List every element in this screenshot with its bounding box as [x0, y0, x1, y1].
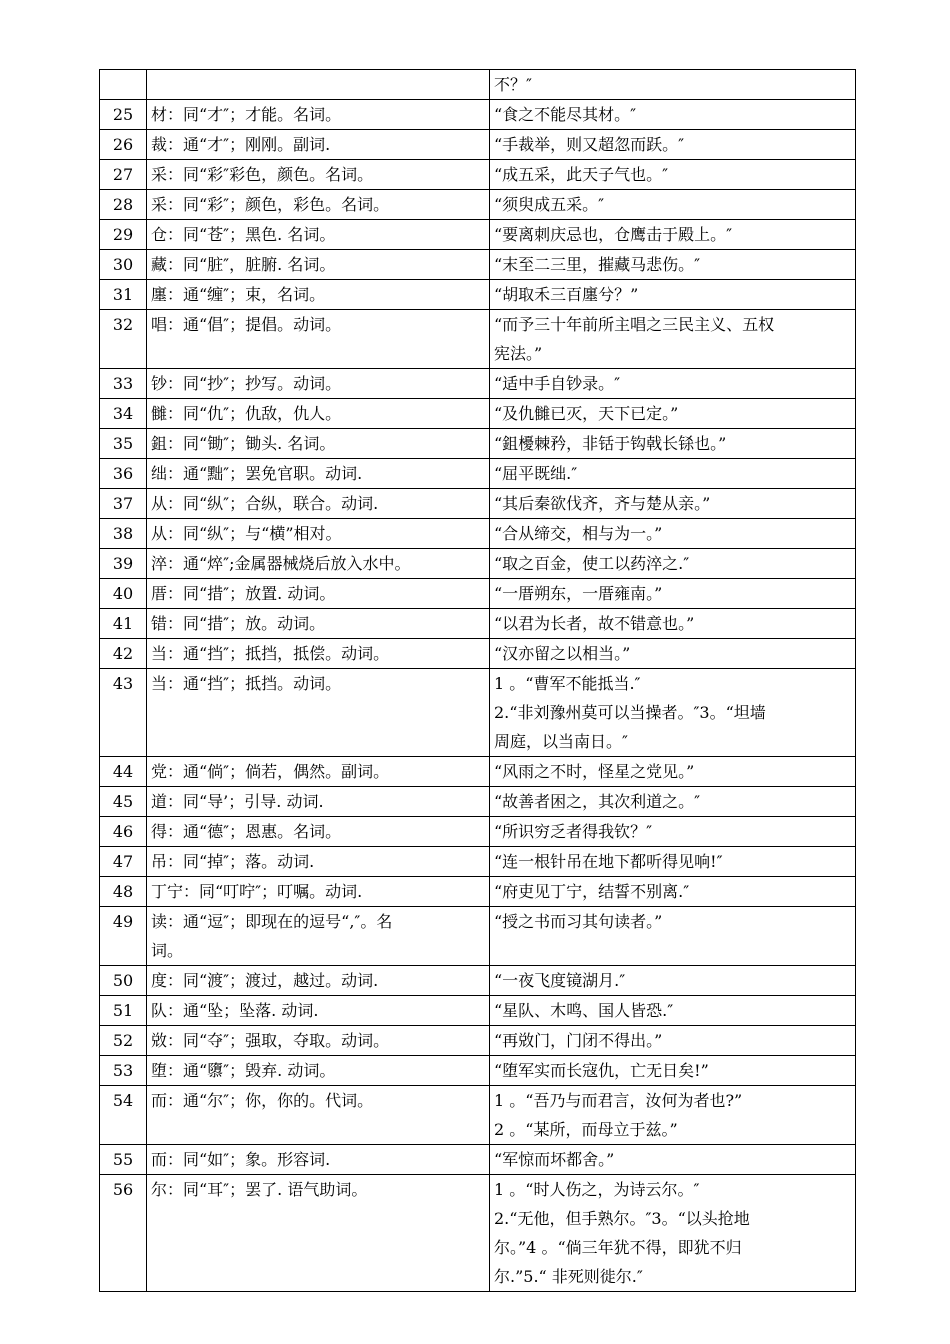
example-cell: [490, 1056, 856, 1086]
definition-cell: [147, 966, 490, 996]
definition-cell: [147, 549, 490, 579]
example-cell: [490, 787, 856, 817]
definition-line: 鉏：同“锄″；锄头. 名词。: [151, 434, 336, 453]
definition-cell: [147, 220, 490, 250]
definition-cell: [147, 1145, 490, 1175]
definition-line: 队：通“坠；坠落. 动词.: [151, 1001, 319, 1020]
definition-cell: [147, 160, 490, 190]
table-row: [100, 1145, 856, 1175]
row-number: 41: [100, 609, 147, 639]
row-number: 37: [100, 489, 147, 519]
definition-line: 吊：同“掉″；落。动词.: [151, 852, 315, 871]
definition-line: 钞：同“抄″；抄写。动词。: [151, 374, 342, 393]
definition-cell: [147, 369, 490, 399]
definition-line: 厝：同“措″；放置. 动词。: [151, 584, 336, 603]
definition-cell: [147, 847, 490, 877]
example-line: “取之百金，使工以药淬之.″: [494, 554, 690, 573]
row-number: 50: [100, 966, 147, 996]
definition-line: 道：同“导’；引导. 动词.: [151, 792, 324, 811]
example-cell: [490, 549, 856, 579]
table-row: [100, 877, 856, 907]
table-body: [100, 70, 856, 1292]
definition-cell: [147, 579, 490, 609]
example-cell: [490, 757, 856, 787]
example-cell: [490, 100, 856, 130]
example-line: 宪法。”: [494, 344, 543, 363]
example-line: 1 。“吾乃与而君言，汝何为者也?”: [494, 1091, 743, 1110]
example-line: “所识穷乏者得我钦？″: [494, 822, 653, 841]
row-number: 54: [100, 1086, 147, 1145]
table-row: [100, 787, 856, 817]
definition-cell: [147, 519, 490, 549]
table-row: [100, 757, 856, 787]
example-line: “适中手自钞录。″: [494, 374, 621, 393]
definition-line: 从：同“纵″；与“横”相对。: [151, 524, 342, 543]
example-line: 尔。”4 。“倘三年犹不得，即犹不归: [494, 1238, 742, 1257]
example-cell: [490, 639, 856, 669]
table-row: [100, 130, 856, 160]
table-row: [100, 220, 856, 250]
definition-cell: [147, 70, 490, 100]
example-cell: [490, 1145, 856, 1175]
example-line: “屈平既绌.″: [494, 464, 578, 483]
row-number: 55: [100, 1145, 147, 1175]
definition-line: 得：通“德″；恩惠。名词。: [151, 822, 342, 841]
table-row: [100, 1086, 856, 1145]
definition-line: 淬：通“焠″;金属器械烧后放入水中。: [151, 554, 411, 573]
example-line: “成五采，此天子气也。″: [494, 165, 669, 184]
table-row: [100, 369, 856, 399]
table-row: [100, 817, 856, 847]
definition-cell: [147, 757, 490, 787]
row-number: 51: [100, 996, 147, 1026]
example-line: “连一根针吊在地下都听得见响!″: [494, 852, 723, 871]
example-line: “须臾成五采。″: [494, 195, 605, 214]
example-line: “星队、木鸣、国人皆恐.″: [494, 1001, 674, 1020]
definition-line: 采：同“彩″；颜色，彩色。名词。: [151, 195, 390, 214]
example-line: “末至二三里，摧藏马悲伤。″: [494, 255, 701, 274]
row-number: 38: [100, 519, 147, 549]
table-row: [100, 669, 856, 757]
definition-cell: [147, 399, 490, 429]
definition-cell: [147, 817, 490, 847]
definition-cell: [147, 1175, 490, 1292]
definition-cell: [147, 459, 490, 489]
row-number: [100, 70, 147, 100]
definition-cell: [147, 190, 490, 220]
example-line: “汉亦留之以相当。”: [494, 644, 631, 663]
example-line: 2.“无他，但手熟尔。″3。“以头抢地: [494, 1209, 750, 1228]
example-cell: [490, 160, 856, 190]
row-number: 46: [100, 817, 147, 847]
row-number: 52: [100, 1026, 147, 1056]
example-cell: [490, 817, 856, 847]
table-row: [100, 1175, 856, 1292]
definition-cell: [147, 1026, 490, 1056]
row-number: 36: [100, 459, 147, 489]
definition-line: [151, 70, 485, 99]
table-row: [100, 639, 856, 669]
definition-line: 而：同“如″；象。形容词.: [151, 1150, 331, 1169]
definition-cell: [147, 250, 490, 280]
table-row: [100, 609, 856, 639]
row-number: 31: [100, 280, 147, 310]
example-cell: [490, 190, 856, 220]
example-line: 不？″: [494, 75, 532, 94]
row-number: 25: [100, 100, 147, 130]
example-line: “风雨之不时，怪星之党见。”: [494, 762, 695, 781]
definition-line: 裁：通“才″；刚刚。副词.: [151, 135, 331, 154]
row-number: 53: [100, 1056, 147, 1086]
row-number: 43: [100, 669, 147, 757]
example-line: “要离刺庆忌也，仓鹰击于殿上。″: [494, 225, 733, 244]
example-line: 1 。“曹军不能抵当.″: [494, 674, 641, 693]
definition-line: 丁宁：同“叮咛″；叮嘱。动词.: [151, 882, 363, 901]
definition-line: 而：通“尔″；你，你的。代词。: [151, 1091, 374, 1110]
example-cell: [490, 459, 856, 489]
example-cell: [490, 310, 856, 369]
row-number: 40: [100, 579, 147, 609]
example-cell: [490, 1086, 856, 1145]
example-cell: [490, 609, 856, 639]
example-line: “及仇雠已灭，天下已定。”: [494, 404, 679, 423]
definition-line: 度：同“渡″；渡过，越过。动词.: [151, 971, 379, 990]
example-cell: [490, 280, 856, 310]
definition-line: 敚：同“夺″；强取，夺取。动词。: [151, 1031, 390, 1050]
example-cell: [490, 877, 856, 907]
row-number: 29: [100, 220, 147, 250]
definition-cell: [147, 996, 490, 1026]
table-row: [100, 399, 856, 429]
example-line: 2 。“某所，而母立于兹。”: [494, 1120, 678, 1139]
example-line: “军惊而坏都舍。”: [494, 1150, 615, 1169]
table-row: [100, 489, 856, 519]
row-number: 44: [100, 757, 147, 787]
table-row: [100, 459, 856, 489]
definition-line: 采：同“彩″彩色，颜色。名词。: [151, 165, 374, 184]
example-line: “故善者困之，其次利道之。″: [494, 792, 701, 811]
example-cell: [490, 369, 856, 399]
example-cell: [490, 70, 856, 100]
definition-cell: [147, 669, 490, 757]
example-line: “手裁举，则又超忽而跃。″: [494, 135, 685, 154]
definition-line: 唱：通“倡″；提倡。动词。: [151, 315, 342, 334]
example-line: “以君为长者，故不错意也。”: [494, 614, 695, 633]
example-cell: [490, 847, 856, 877]
table-row: [100, 966, 856, 996]
row-number: 33: [100, 369, 147, 399]
definition-line: 仓：同“苍″；黑色. 名词。: [151, 225, 336, 244]
example-cell: [490, 907, 856, 966]
table-row: [100, 310, 856, 369]
row-number: 39: [100, 549, 147, 579]
example-line: “合从缔交，相与为一。”: [494, 524, 663, 543]
example-cell: [490, 996, 856, 1026]
example-cell: [490, 519, 856, 549]
example-cell: [490, 130, 856, 160]
example-cell: [490, 966, 856, 996]
example-cell: [490, 429, 856, 459]
example-line: 尔.”5.“ 非死则徙尔.″: [494, 1267, 643, 1286]
table-row: [100, 190, 856, 220]
row-number: 34: [100, 399, 147, 429]
example-cell: [490, 1026, 856, 1056]
definition-cell: [147, 429, 490, 459]
row-number: 26: [100, 130, 147, 160]
example-cell: [490, 579, 856, 609]
example-line: “一厝朔东，一厝雍南。”: [494, 584, 663, 603]
row-number: 47: [100, 847, 147, 877]
definition-line: 绌：通“黜″；罢免官职。动词.: [151, 464, 363, 483]
row-number: 49: [100, 907, 147, 966]
definition-cell: [147, 787, 490, 817]
example-line: “一夜飞度镜湖月.″: [494, 971, 626, 990]
row-number: 48: [100, 877, 147, 907]
table-row: [100, 1026, 856, 1056]
table-row: [100, 1056, 856, 1086]
definition-line: 廛：通“缠″；束，名词。: [151, 285, 326, 304]
example-line: “胡取禾三百廛兮？”: [494, 285, 639, 304]
row-number: 56: [100, 1175, 147, 1292]
definition-line: 当：通“挡″；抵挡，抵偿。动词。: [151, 644, 390, 663]
row-number: 42: [100, 639, 147, 669]
table-row: [100, 579, 856, 609]
example-cell: [490, 1175, 856, 1292]
definition-cell: [147, 877, 490, 907]
table-row: [100, 519, 856, 549]
table-row: [100, 160, 856, 190]
definition-cell: [147, 130, 490, 160]
example-line: “府吏见丁宁，结誓不别离.″: [494, 882, 690, 901]
table-row: [100, 549, 856, 579]
example-line: “食之不能尽其材。″: [494, 105, 637, 124]
example-cell: [490, 489, 856, 519]
definition-line: 材：同“才″；才能。名词。: [151, 105, 342, 124]
definition-cell: [147, 100, 490, 130]
example-line: 2.“非刘豫州莫可以当操者。″3。“坦墙: [494, 703, 766, 722]
example-line: 1 。“时人伤之，为诗云尔。″: [494, 1180, 700, 1199]
definition-line: 词。: [151, 941, 184, 960]
definition-line: 当：通“挡″；抵挡。动词。: [151, 674, 342, 693]
row-number: 35: [100, 429, 147, 459]
table-row: [100, 996, 856, 1026]
row-number: 32: [100, 310, 147, 369]
definition-line: 雠：同“仇″；仇敌，仇人。: [151, 404, 342, 423]
row-number: 27: [100, 160, 147, 190]
row-number: 45: [100, 787, 147, 817]
table-row: [100, 847, 856, 877]
definition-line: 尔：同“耳″；罢了. 语气助词。: [151, 1180, 368, 1199]
table-row: [100, 280, 856, 310]
definition-cell: [147, 609, 490, 639]
example-cell: [490, 250, 856, 280]
definition-line: 堕：通“隳″；毁弃. 动词。: [151, 1061, 336, 1080]
definition-cell: [147, 1086, 490, 1145]
definition-line: 从：同“纵″；合纵，联合。动词.: [151, 494, 379, 513]
definition-cell: [147, 489, 490, 519]
definition-line: 读：通“逗″；即现在的逗号“,″。名: [151, 912, 393, 931]
example-line: “再敚门，门闭不得出。”: [494, 1031, 663, 1050]
definition-line: 党：通“倘″；倘若，偶然。副词。: [151, 762, 390, 781]
definition-line: 藏：同“脏″，脏腑. 名词。: [151, 255, 336, 274]
table-row: [100, 250, 856, 280]
example-line: “而予三十年前所主唱之三民主义、五权: [494, 315, 775, 334]
row-number: 30: [100, 250, 147, 280]
example-line: “鉏櫌棘矜，非铦于钩戟长铩也。”: [494, 434, 727, 453]
example-cell: [490, 220, 856, 250]
table-row: [100, 70, 856, 100]
definition-cell: [147, 310, 490, 369]
table-row: [100, 429, 856, 459]
definition-cell: [147, 1056, 490, 1086]
table-row: [100, 100, 856, 130]
row-number: 28: [100, 190, 147, 220]
definition-line: 错：同“措″；放。动词。: [151, 614, 326, 633]
definition-cell: [147, 280, 490, 310]
example-line: 周庭，以当南日。″: [494, 732, 628, 751]
example-line: “其后秦欲伐齐，齐与楚从亲。”: [494, 494, 711, 513]
example-line: “堕军实而长寇仇，亡无日矣!”: [494, 1061, 709, 1080]
example-cell: [490, 669, 856, 757]
example-line: “授之书而习其句读者。”: [494, 912, 663, 931]
definition-cell: [147, 639, 490, 669]
example-cell: [490, 399, 856, 429]
table-row: [100, 907, 856, 966]
definition-cell: [147, 907, 490, 966]
vocabulary-table: [99, 69, 856, 1292]
